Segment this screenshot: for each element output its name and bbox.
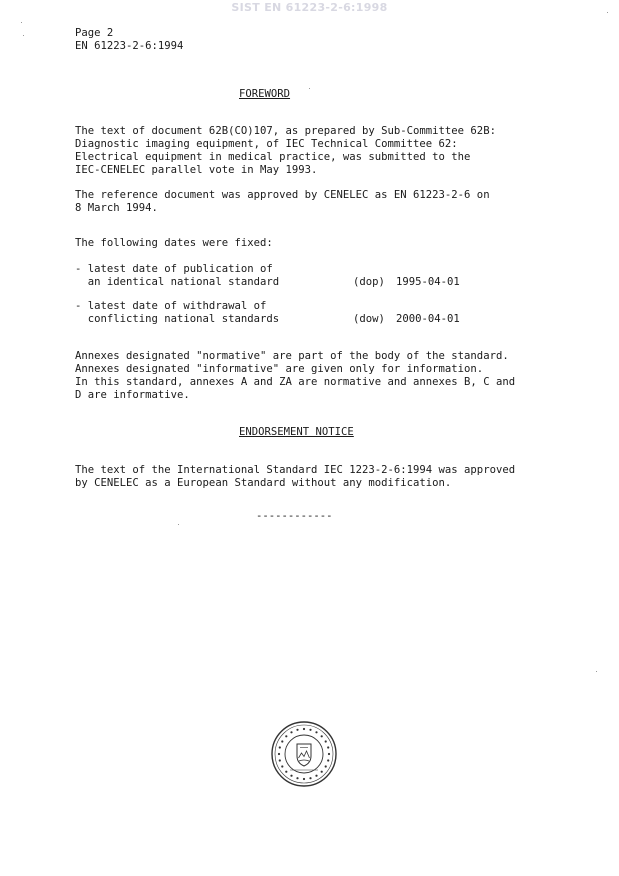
- foreword-para1-line4: IEC-CENELEC parallel vote in May 1993.: [75, 164, 318, 176]
- document-id: EN 61223-2-6:1994: [75, 40, 184, 52]
- watermark: SIST EN 61223-2-6:1998: [231, 1, 388, 14]
- foreword-para2-line2: 8 March 1994.: [75, 202, 158, 214]
- scan-speck: [178, 524, 179, 525]
- foreword-para1-line3: Electrical equipment in medical practice, was submitted to the: [75, 151, 471, 163]
- date-dow-line1: - latest date of withdrawal of: [75, 300, 267, 312]
- page-number: Page 2: [75, 27, 114, 39]
- seal-stamp-icon: [270, 720, 338, 788]
- foreword-para1-line2: Diagnostic imaging equipment, of IEC Technical Committee 62:: [75, 138, 458, 150]
- foreword-heading: FOREWORD: [239, 88, 291, 100]
- date-dop-value: 1995-04-01: [396, 276, 460, 288]
- annexes-line4: D are informative.: [75, 389, 190, 401]
- scan-speck: [21, 22, 22, 23]
- date-dow-line2: conflicting national standards: [75, 313, 280, 325]
- annexes-line1: Annexes designated "normative" are part of the body of the standard.: [75, 350, 509, 362]
- annexes-line3: In this standard, annexes A and ZA are normative and annexes B, C and: [75, 376, 516, 388]
- scan-speck: [309, 88, 310, 89]
- endorsement-heading: ENDORSEMENT NOTICE: [239, 426, 354, 438]
- scan-speck: [607, 12, 608, 13]
- dates-intro: The following dates were fixed:: [75, 237, 273, 249]
- date-dow-value: 2000-04-01: [396, 313, 460, 325]
- foreword-para2-line1: The reference document was approved by CENELEC as EN 61223-2-6 on: [75, 189, 490, 201]
- date-dop-line1: - latest date of publication of: [75, 263, 273, 275]
- scan-speck: [596, 671, 597, 672]
- date-dow-code: (dow): [353, 313, 385, 325]
- foreword-para1-line1: The text of document 62B(CO)107, as prepared by Sub-Committee 62B:: [75, 125, 496, 137]
- endorsement-line2: by CENELEC as a European Standard without any modification.: [75, 477, 452, 489]
- annexes-line2: Annexes designated "informative" are given only for information.: [75, 363, 484, 375]
- scan-speck: [23, 35, 24, 36]
- endorsement-line1: The text of the International Standard IEC 1223-2-6:1994 was approved: [75, 464, 516, 476]
- end-rule: ------------: [256, 510, 333, 522]
- date-dop-line2: an identical national standard: [75, 276, 280, 288]
- date-dop-code: (dop): [353, 276, 385, 288]
